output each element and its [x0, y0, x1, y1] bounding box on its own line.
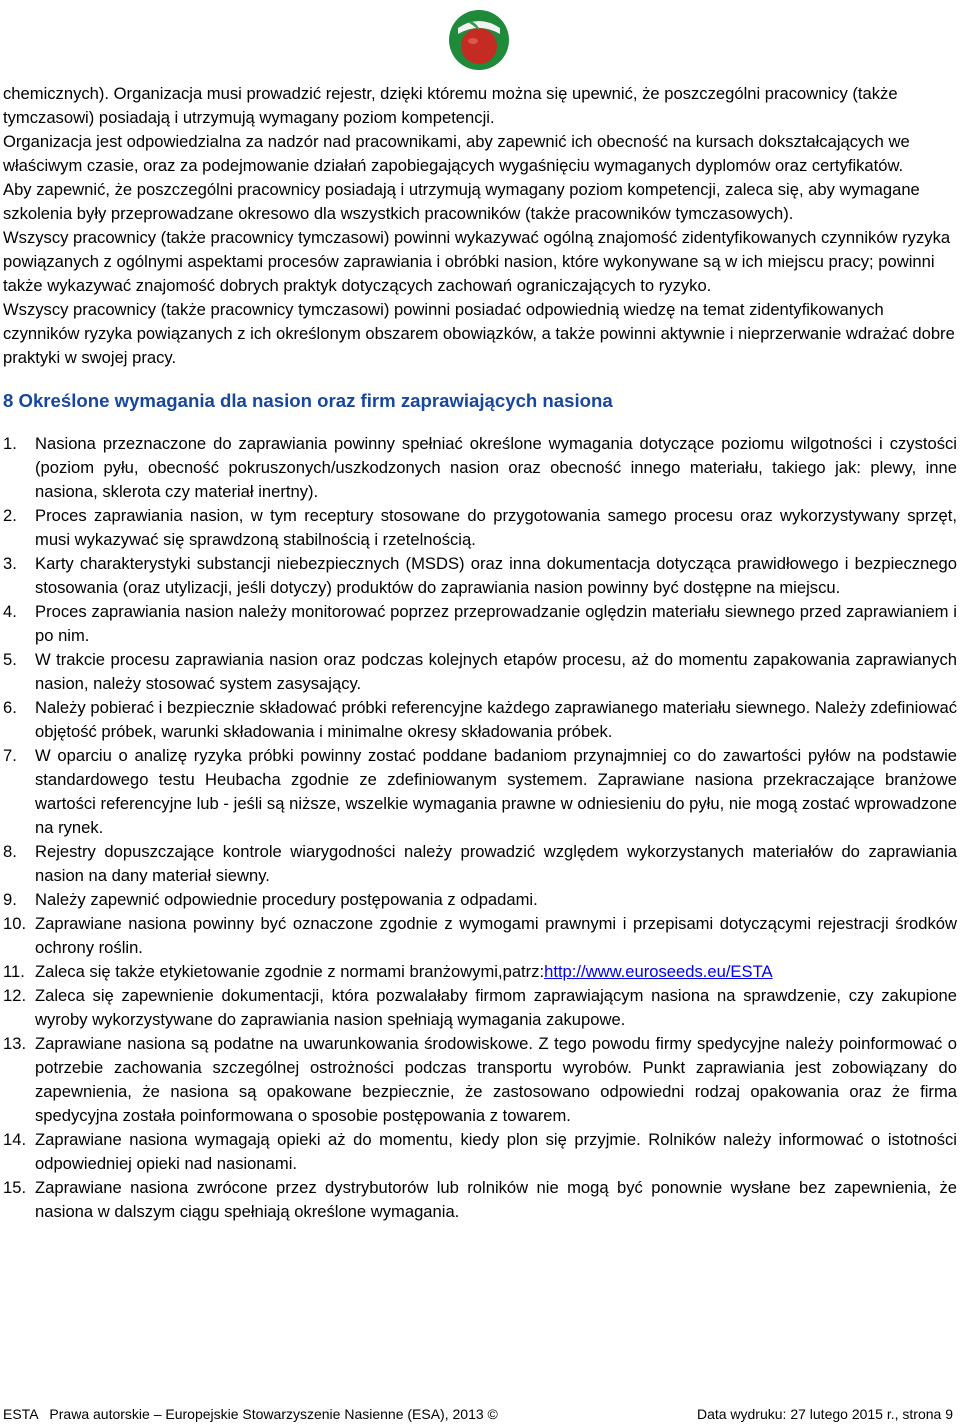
paragraph: chemicznych). Organizacja musi prowadzić rejestr, dzięki któremu można się upewnić, że poszczególni pracownicy (także tymczasowi) posiadają i utrzymują wymagany poziom kompetencji. — [3, 84, 898, 127]
item-number: 4. — [3, 602, 17, 621]
item-number: 8. — [3, 842, 17, 861]
item-number: 2. — [3, 506, 17, 525]
item-text: Zaleca się zapewnienie dokumentacji, która pozwalałaby firmom zaprawiającym nasiona na sprawdzenie, czy zakupione wyroby wykorzystywane do zaprawiania nasion spełniają wymagania zakupowe. — [35, 986, 957, 1029]
item-number: 15. — [3, 1178, 27, 1197]
requirements-list — [3, 432, 957, 1224]
paragraph: Organizacja jest odpowiedzialna za nadzór nad pracownikami, aby zapewnić ich obecność na kursach dokształcających we właściwym czasie, oraz za podejmowanie działań zapobiegających wygaśnięciu wymaganych dyplomów oraz certyfikatów. — [3, 132, 910, 175]
list-item — [3, 840, 957, 888]
page-footer — [3, 1405, 953, 1423]
list-item — [3, 1128, 957, 1176]
document-body — [3, 82, 957, 1224]
item-text: Proces zaprawiania nasion należy monitorować poprzez przeprowadzanie oględzin materiału siewnego przed zaprawianiem i po nim. — [35, 602, 957, 645]
item-number: 10. — [3, 914, 27, 933]
item-text: W oparciu o analizę ryzyka próbki powinny zostać poddane badaniom przynajmniej co do zawartości pyłów na podstawie standardowego testu Heubacha zgodnie ze zdefiniowanym systemem. Zaprawiane nasiona przekraczające branżowe wartości referencyjne lub - jeśli są niższe, wszelkie wymagania prawne w odniesieniu do pyłu, nie mogą zostać wprowadzone na rynek. — [35, 746, 957, 837]
list-item — [3, 912, 957, 960]
item-text: Zaprawiane nasiona są podatne na uwarunkowania środowiskowe. Z tego powodu firmy spedycyjne należy poinformować o potrzebie zachowania szczególnej ostrożności podczas transportu wyrobów. Punkt zaprawiania jest zobowiązany do zapewnienia, że nasiona są opakowane bezpiecznie, że zastosowano odpowiedni rodzaj opakowania oraz że firma spedycyjna została poinformowana o sposobie postępowania z towarem. — [35, 1034, 957, 1125]
list-item — [3, 960, 957, 984]
footer-copyright: ESTA Prawa autorskie – Europejskie Stowarzyszenie Nasienne (ESA), 2013 © — [3, 1406, 498, 1422]
item-number: 6. — [3, 698, 17, 717]
item-number: 5. — [3, 650, 17, 669]
list-item — [3, 1176, 957, 1224]
footer-print-date: Data wydruku: 27 lutego 2015 r., strona 9 — [696, 1406, 953, 1422]
item-number: 1. — [3, 434, 17, 453]
list-item — [3, 984, 957, 1032]
item-text: Zaprawiane nasiona wymagają opieki aż do momentu, kiedy plon się przyjmie. Rolników należy informować o istotności odpowiedniej opieki nad nasionami. — [35, 1130, 957, 1173]
item-number: 3. — [3, 554, 17, 573]
list-item — [3, 696, 957, 744]
item-number: 12. — [3, 986, 27, 1005]
item-text: Karty charakterystyki substancji niebezpiecznych (MSDS) oraz inna dokumentacja dotycząca prawidłowego i bezpiecznego stosowania (oraz utylizacji, jeśli dotyczy) produktów do zaprawiania nasion powinny być dostępne na miejscu. — [35, 554, 957, 597]
item-text: Nasiona przeznaczone do zaprawiania powinny spełniać określone wymagania dotyczące poziomu wilgotności i czystości (poziom pyłu, obecność pokruszonych/uszkodzonych nasion oraz obecność innego materiału, takiego jak: plewy, inne nasiona, sklerota czy materiał inertny). — [35, 434, 957, 501]
list-item — [3, 888, 957, 912]
section-heading: 8 Określone wymagania dla nasion oraz firm zaprawiających nasiona — [3, 390, 613, 411]
paragraph: Wszyscy pracownicy (także pracownicy tymczasowi) powinni wykazywać ogólną znajomość zidentyfikowanych czynników ryzyka powiązanych z ogólnymi aspektami procesów zaprawiania i obróbki nasion, które wykonywane są w ich miejscu pracy; powinni także wykazywać znajomość dobrych praktyk dotyczących zachowań ograniczających to ryzyko. — [3, 228, 951, 295]
item-text: Zaprawiane nasiona powinny być oznaczone zgodnie z wymogami prawnymi i przepisami dotyczącymi rejestracji środków ochrony roślin. — [35, 914, 957, 957]
item-number: 7. — [3, 746, 17, 765]
list-item — [3, 432, 957, 504]
list-item — [3, 504, 957, 552]
paragraph: Aby zapewnić, że poszczególni pracownicy posiadają i utrzymują wymagany poziom kompetencji, zaleca się, aby wymagane szkolenia były przeprowadzane okresowo dla wszystkich pracowników (także pracowników tymczasowych). — [3, 180, 920, 223]
item-text: Zaleca się także etykietowanie zgodnie z normami branżowymi,patrz: — [35, 962, 545, 981]
item-text: Należy zapewnić odpowiednie procedury postępowania z odpadami. — [35, 890, 538, 909]
item-text: W trakcie procesu zaprawiania nasion oraz podczas kolejnych etapów procesu, aż do momentu zapakowania zaprawianych nasion, należy stosować system zasysający. — [35, 650, 957, 693]
euroseeds-logo — [444, 4, 514, 74]
paragraph: Wszyscy pracownicy (także pracownicy tymczasowi) powinni posiadać odpowiednią wiedzę na temat zidentyfikowanych czynników ryzyka powiązanych z ich określonym obszarem obowiązków, a także powinni aktywnie i nieprzerwanie wdrażać dobre praktyki w swojej pracy. — [3, 300, 955, 367]
list-item — [3, 648, 957, 696]
item-number: 13. — [3, 1034, 27, 1053]
item-text: Proces zaprawiania nasion, w tym receptury stosowane do przygotowania samego procesu oraz wykorzystywany sprzęt, musi wykazywać się sprawdzoną stabilnością i rzetelnością. — [35, 506, 957, 549]
list-item — [3, 1032, 957, 1128]
esta-link[interactable]: http://www.euroseeds.eu/ESTA — [544, 962, 773, 981]
item-number: 11. — [3, 962, 25, 981]
list-item — [3, 552, 957, 600]
item-text: Zaprawiane nasiona zwrócone przez dystrybutorów lub rolników nie mogą być ponownie wysłane bez zapewnienia, że nasiona w dalszym ciągu spełniają określone wymagania. — [35, 1178, 957, 1221]
item-number: 9. — [3, 890, 17, 909]
item-text: Rejestry dopuszczające kontrole wiarygodności należy prowadzić względem wykorzystanych materiałów do zaprawiania nasion na dany materiał siewny. — [35, 842, 957, 885]
list-item — [3, 744, 957, 840]
item-number: 14. — [3, 1130, 27, 1149]
item-text: Należy pobierać i bezpiecznie składować próbki referencyjne każdego zaprawianego materiału siewnego. Należy zdefiniować objętość próbek, warunki składowania i minimalne okresy składowania próbek. — [35, 698, 957, 741]
list-item — [3, 600, 957, 648]
